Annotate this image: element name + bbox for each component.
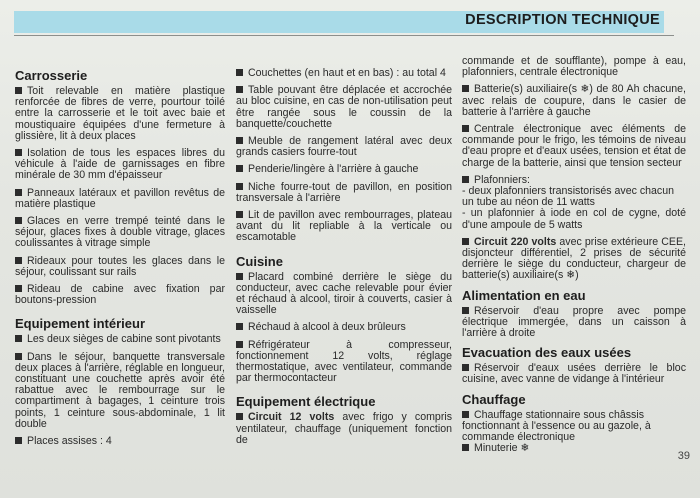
column-1: [15, 68, 225, 453]
list-item: Réservoir d'eaux usées derrière le bloc cuisine, avec vanne de vidange à l'intérieur: [462, 362, 686, 386]
bullet-icon: [15, 217, 22, 224]
section-title-chauffage: Chauffage: [462, 391, 526, 407]
list-item: commande et de soufflante), pompe à eau, plafonniers, centrale électronique: [462, 55, 686, 79]
list-item: Meuble de rangement latéral avec deux grands casiers fourre-tout: [236, 135, 452, 159]
bullet-icon: [236, 413, 243, 420]
section-title-evacuation: Evacuation des eaux usées: [462, 345, 632, 361]
bullet-icon: [236, 86, 243, 93]
list-item: Réfrigérateur à compresseur, fonctionnement 12 volts, réglage thermostatique, avec ventilateur, commande par thermocontacteur: [236, 338, 452, 385]
section-title-alimentation-en-eau: Alimentation en eau: [462, 287, 586, 303]
list-item: - un plafonnier à iode en col de cygne, doté d'une ampoule de 5 watts: [462, 207, 686, 231]
bullet-icon: [462, 125, 469, 132]
bullet-icon: [236, 165, 243, 172]
section-title-cuisine: Cuisine: [236, 253, 283, 269]
bullet-icon: [15, 87, 22, 94]
list-item: Rideau de cabine avec fixation par boutons-pression: [15, 283, 225, 307]
bullet-icon: [15, 149, 22, 156]
list-item: Isolation de tous les espaces libres du véhicule à l'aide de garnissages en fibre minérale de 30 mm d'épaisseur: [15, 147, 225, 182]
bullet-icon: [236, 69, 243, 76]
list-item: Placard combiné derrière le siège du conducteur, avec cache relevable pour évier et réchaud à alcool, tiroir à couverts, casier à vaisselle: [236, 270, 452, 317]
page-number: 39: [677, 450, 690, 462]
list-item: Circuit 12 volts avec frigo y compris ventilateur, chauffage (uniquement fonction de: [236, 411, 452, 446]
bullet-icon: [462, 307, 469, 314]
list-item: Toit relevable en matière plastique renforcée de fibres de verre, pourtour toilé entre la carrosserie et le toit avec baie et moustiquaire équipées d'une fermeture à glissière, lit à deux places: [15, 85, 225, 142]
bullet-icon: [15, 437, 22, 444]
bullet-icon: [462, 411, 469, 418]
bullet-icon: [236, 183, 243, 190]
bullet-icon: [15, 353, 22, 360]
bullet-icon: [236, 273, 243, 280]
bullet-icon: [462, 85, 469, 92]
list-item: Rideaux pour toutes les glaces dans le séjour, coulissant sur rails: [15, 254, 225, 278]
list-item: Chauffage stationnaire sous châssis fonctionnant à l'essence ou au gazole, à commande électronique: [462, 408, 651, 444]
list-item: Centrale électronique avec éléments de commande pour le frigo, les témoins de niveau d'eau propre et d'eaux usées, tension et état de charge de la batterie, ainsi que tension secteur: [462, 123, 686, 169]
bullet-icon: [236, 137, 243, 144]
bullet-icon: [462, 238, 469, 245]
list-item: Penderie/lingère à l'arrière à gauche: [236, 164, 452, 175]
column-3: [462, 55, 686, 460]
bullet-icon: [462, 176, 469, 183]
list-item: Réchaud à alcool à deux brûleurs: [236, 322, 452, 333]
bullet-icon: [462, 364, 469, 371]
list-item: Glaces en verre trempé teinté dans le séjour, glaces fixes à double vitrage, glaces coulissantes à vitrage simple: [15, 215, 225, 250]
list-item: Dans le séjour, banquette transversale deux places à l'arrière, réglable en longueur, constituant une couchette après avoir été rabattue avec le rembourrage sur le compartiment à bagages, 1 ceinture trois points, 1 ceinture sous-abdominale, 1 lit double: [15, 350, 225, 430]
section-title-equipement-interieur: Equipement intérieur: [15, 316, 146, 332]
bullet-icon: [462, 444, 469, 451]
list-item: Circuit 220 volts avec prise extérieure CEE, disjoncteur différentiel, 2 prises de sécurité derrière le siège du conducteur, chargeur de batterie(s) auxiliaire(s ❄): [462, 235, 686, 282]
list-item: Réservoir d'eau propre avec pompe électrique immergée, dans un caisson à l'arrière à droite: [462, 304, 686, 340]
bullet-icon: [15, 335, 22, 342]
bullet-icon: [15, 189, 22, 196]
list-item: Batterie(s) auxiliaire(s ❄) de 80 Ah chacune, avec relais de coupure, dans le casier de batterie à l'arrière à gauche: [462, 83, 686, 118]
list-item: Panneaux latéraux et pavillon revêtus de matière plastique: [15, 186, 225, 210]
column-2: [236, 68, 452, 452]
page-title: DESCRIPTION TECHNIQUE: [465, 12, 660, 28]
list-item: Niche fourre-tout de pavillon, en position transversale à l'arrière: [236, 180, 452, 204]
bullet-icon: [236, 211, 243, 218]
list-item: Couchettes (en haut et en bas) : au total 4: [236, 68, 452, 79]
section-title-carrosserie: Carrosserie: [15, 68, 88, 83]
bullet-icon: [15, 285, 22, 292]
header-rule: [14, 35, 674, 36]
list-item: Lit de pavillon avec rembourrages, plateau avant du lit repliable à la verticale ou escamotable: [236, 209, 452, 244]
bullet-icon: [236, 323, 243, 330]
section-title-equipement-electrique: Equipement électrique: [236, 394, 376, 410]
bullet-icon: [236, 341, 243, 348]
list-item: Plafonniers:: [462, 175, 686, 186]
list-item: Table pouvant être déplacée et accrochée au bloc cuisine, en cas de non-utilisation peut être rangée sous le coussin de la banquette/couchette: [236, 84, 452, 130]
list-item: Minuterie ❄: [462, 443, 686, 454]
bullet-icon: [15, 257, 22, 264]
list-item: Les deux sièges de cabine sont pivotants: [15, 334, 225, 345]
list-item: - deux plafonniers transistorisés avec chacun un tube au néon de 11 watts: [462, 185, 674, 209]
list-item: Places assises : 4: [15, 436, 225, 447]
